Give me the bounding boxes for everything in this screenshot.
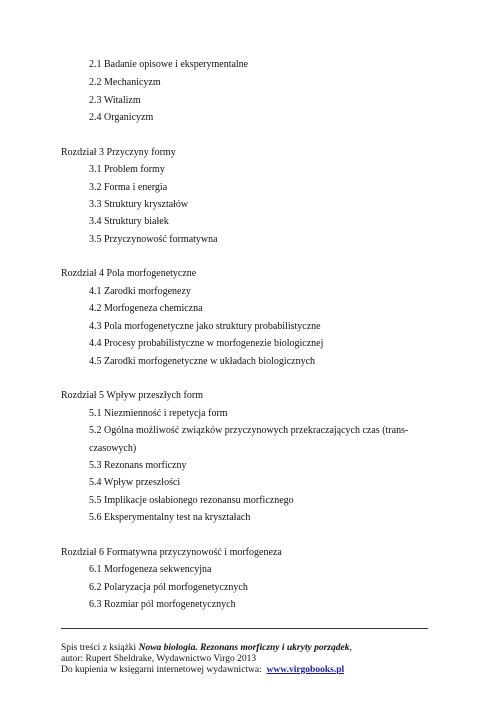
publisher-website-link[interactable]: www.virgobooks.pl [266,665,345,675]
page-footer [61,643,461,676]
toc-entry-2-1: 2.1 Badanie opisowe i eksperymentalne [89,59,249,70]
footer-divider [61,628,428,629]
footer-author-line: autor: Rupert Sheldrake, Wydawnictwo Virgo 2013 [61,654,257,664]
toc-entry-4-1: 4.1 Zarodki morfogenezy [89,286,191,297]
toc-entry-5-2: 5.2 Ogólna możliwość związków przyczynowych przekraczających czas (trans- [89,425,409,436]
toc-entry-6-1: 6.1 Morfogeneza sekwencyjna [89,564,212,575]
chapter-5-heading: Rozdział 5 Wpływ przeszłych form [61,390,203,401]
footer-purchase-line [61,665,461,676]
toc-entry-5-1: 5.1 Niezmienność i repetycja form [89,408,228,419]
chapter-3-heading: Rozdział 3 Przyczyny formy [61,147,176,158]
toc-entry-2-4: 2.4 Organicyzm [89,112,154,123]
toc-entry-5-2-continued: czasowych) [89,443,137,454]
book-title: Nowa biologia. Rezonans morficzny i ukryty porządek [138,643,350,653]
toc-entry-3-3: 3.3 Struktury kryształów [89,199,189,210]
toc-entry-6-2: 6.2 Polaryzacja pól morfogenetycznych [89,582,248,593]
footer-comma: , [349,643,352,653]
toc-entry-2-3: 2.3 Witalizm [89,95,141,106]
toc-entry-2-2: 2.2 Mechanicyzm [89,77,161,88]
toc-entry-4-2: 4.2 Morfogeneza chemiczna [89,303,203,314]
toc-entry-5-6: 5.6 Eksperymentalny test na kryształach [89,512,251,523]
toc-entry-5-3: 5.3 Rezonans morficzny [89,460,187,471]
footer-book-line [61,643,461,654]
toc-entry-6-3: 6.3 Rozmiar pól morfogenetycznych [89,599,236,610]
toc-entry-3-5: 3.5 Przyczynowość formatywna [89,234,218,245]
toc-entry-3-4: 3.4 Struktury białek [89,216,169,227]
toc-entry-5-5: 5.5 Implikacje osłabionego rezonansu morficznego [89,495,294,506]
toc-entry-3-1: 3.1 Problem formy [89,164,165,175]
footer-prefix: Spis treści z książki [61,643,139,653]
chapter-4-heading: Rozdział 4 Pola morfogenetyczne [61,268,197,279]
toc-entry-4-3: 4.3 Pola morfogenetyczne jako struktury probabilistyczne [89,321,321,332]
toc-entry-5-4: 5.4 Wpływ przeszłości [89,477,181,488]
toc-entry-4-5: 4.5 Zarodki morfogenetyczne w układach biologicznych [89,356,316,367]
chapter-6-heading: Rozdział 6 Formatywna przyczynowość i morfogeneza [61,547,282,558]
toc-entry-3-2: 3.2 Forma i energia [89,182,168,193]
toc-entry-4-4: 4.4 Procesy probabilistyczne w morfogenezie biologicznej [89,338,324,349]
footer-purchase-text: Do kupienia w księgarni internetowej wydawnictwa: [61,665,267,675]
